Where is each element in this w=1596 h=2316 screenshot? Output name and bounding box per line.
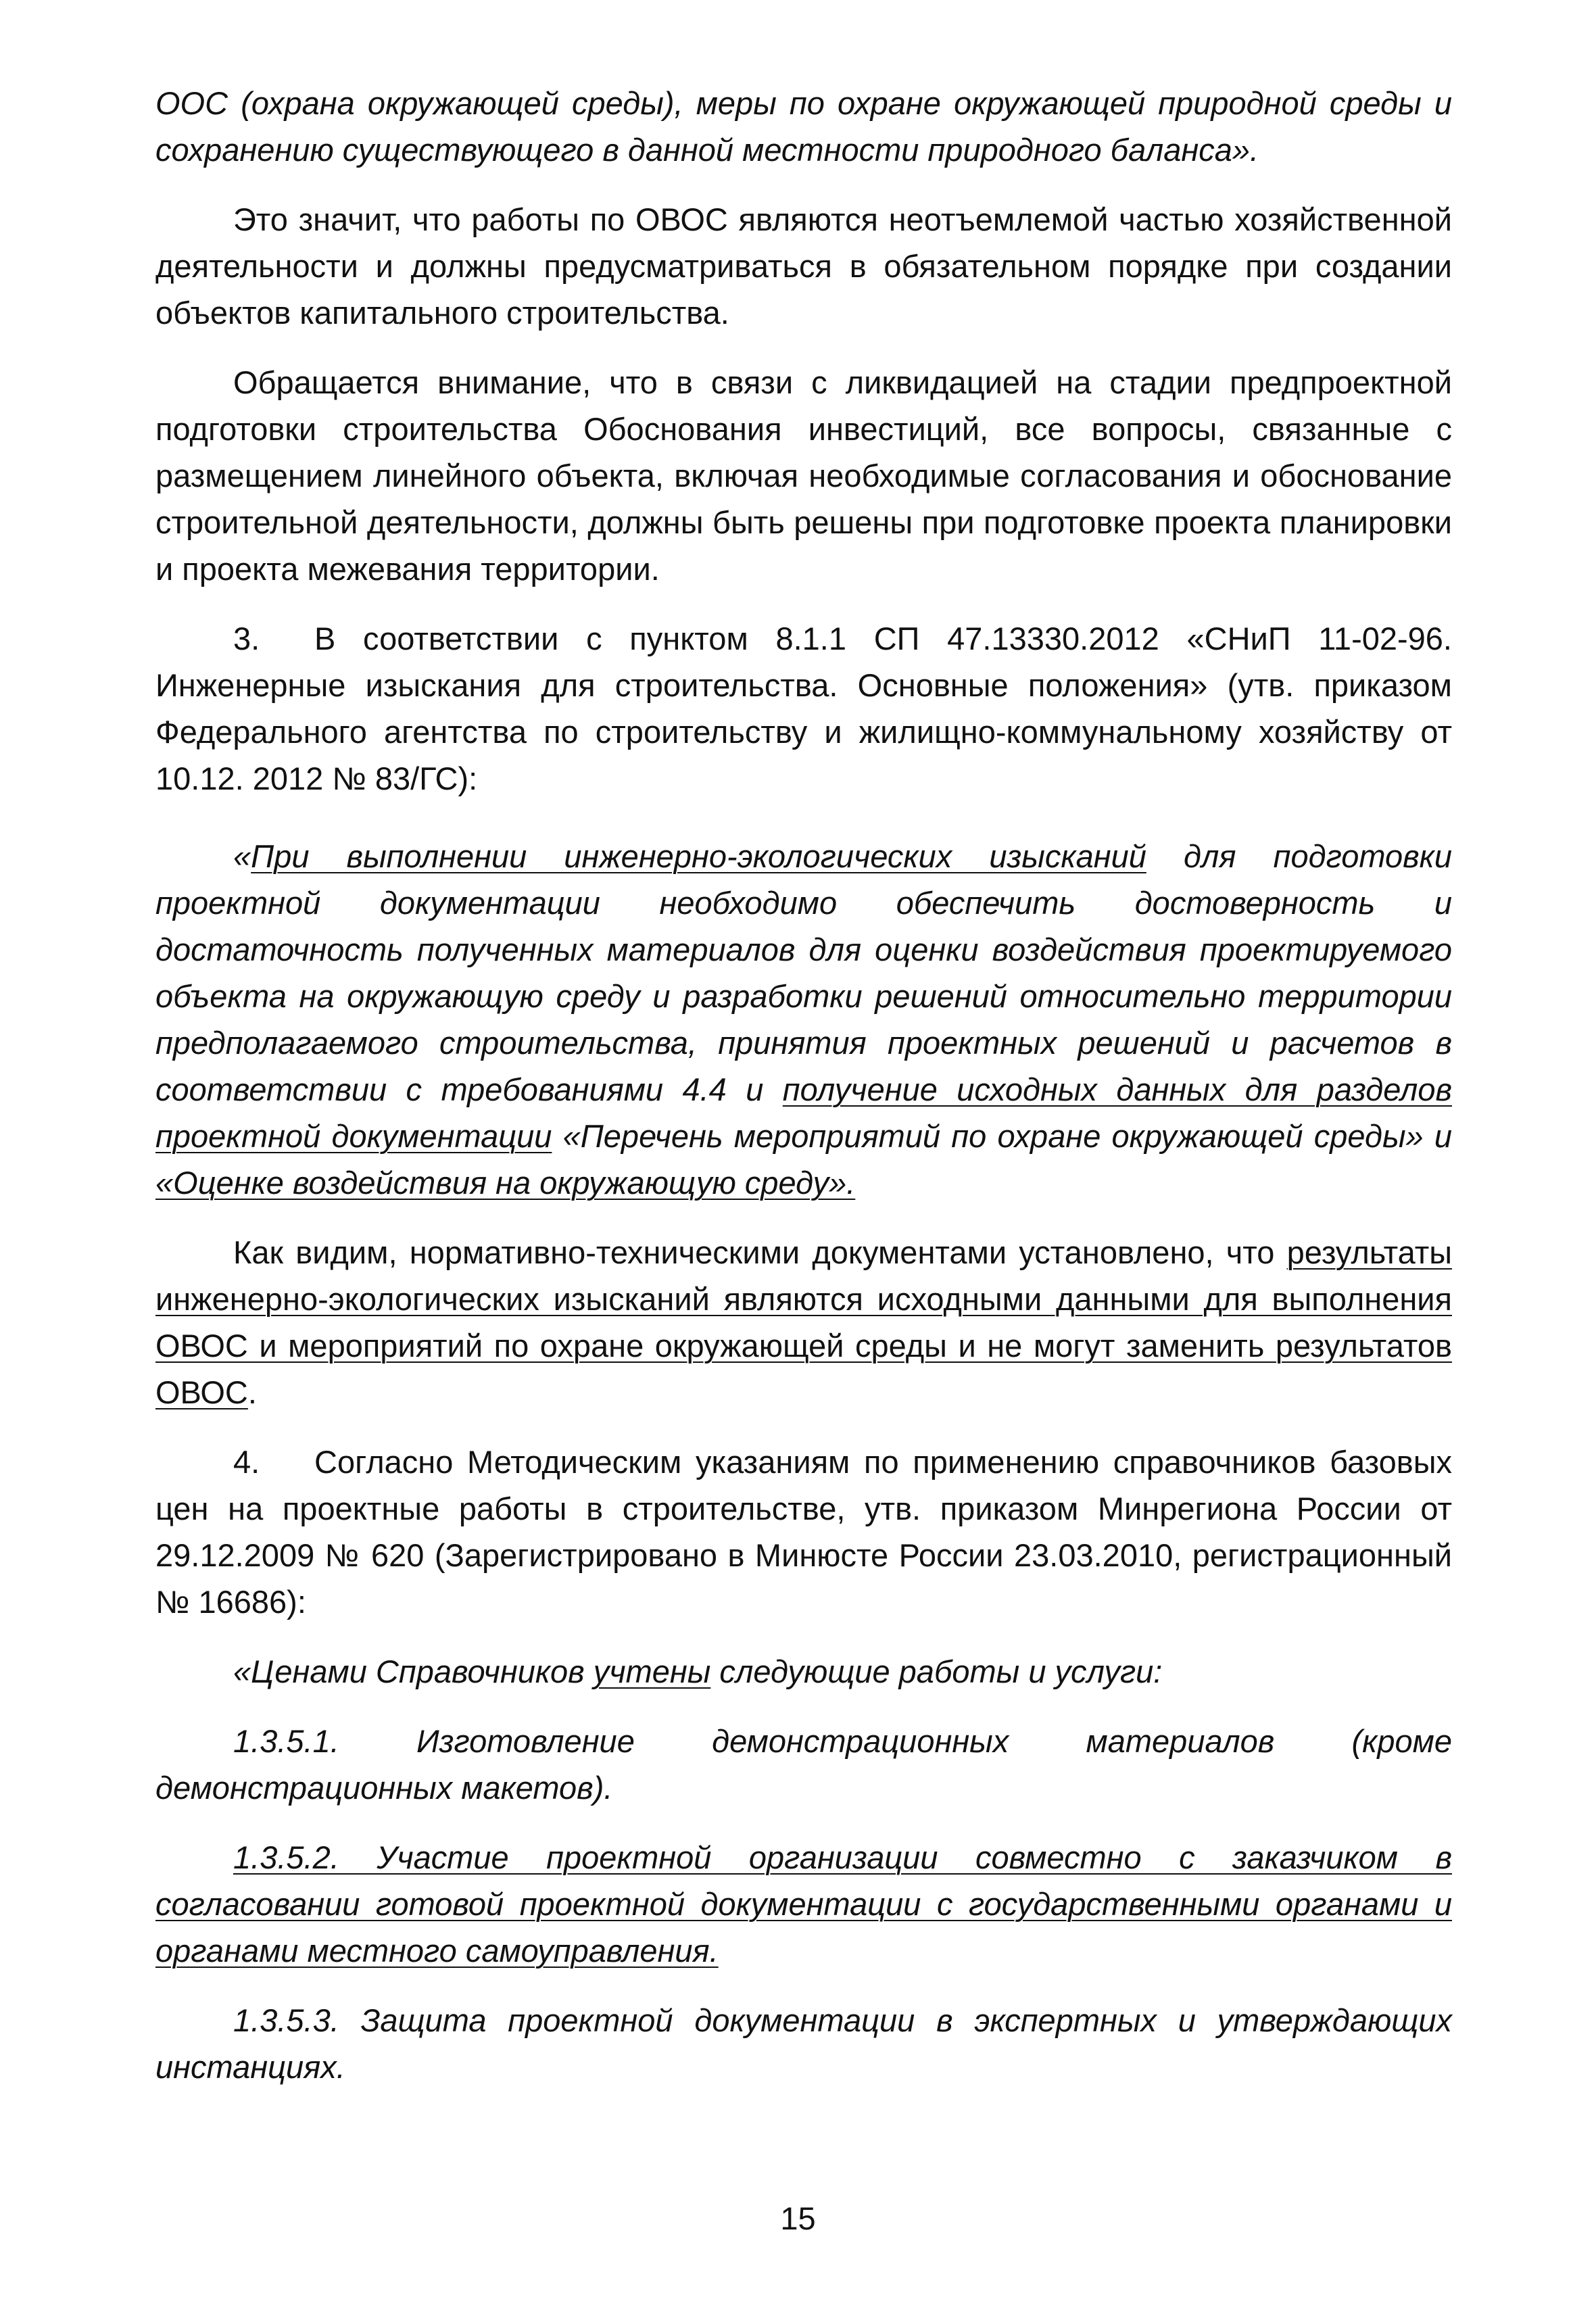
paragraph-text: Согласно Методическим указаниям по применению справочников базовых цен на проектные работы в строительстве, утв. приказом Минрегиона России от 29.12.2009 № 620 (Зарегистрировано в Минюсте России 23.03.2010, регистрационный № 16686): [155, 1444, 1452, 1620]
paragraph-text: . [247, 1374, 257, 1410]
underlined-phrase: учтены [593, 1654, 711, 1689]
paragraph-text: Это значит, что работы по ОВОС являются неотъемлемой частью хозяйственной деятельности и должны предусматриваться в обязательном порядке при создании объектов капитального строительства. [155, 201, 1452, 331]
paragraph-ovos-integral-part [155, 196, 1452, 336]
paragraph-text: 1.3.5.3. Защита проектной документации в экспертных и утверждающих инстанциях. [155, 2002, 1452, 2085]
quote-text: следующие работы и услуги: [710, 1654, 1163, 1689]
paragraph-item-3 [155, 615, 1452, 802]
paragraph-conclusion [155, 1229, 1452, 1416]
item-number: 3. [233, 621, 260, 656]
paragraph-1-3-5-1 [155, 1718, 1452, 1811]
paragraph-sp-quote [155, 833, 1452, 1206]
paragraph-oos-quote-end [155, 80, 1452, 173]
paragraph-text: Обращается внимание, что в связи с ликвидацией на стадии предпроектной подготовки строительства Обоснования инвестиций, все вопросы, связанные с размещением линейного объекта, включая необходимые согласования и обоснование строительной деятельности, должны быть решены при подготовке проекта планировки и проекта межевания территории. [155, 364, 1452, 587]
underlined-phrase: 1.3.5.2. Участие проектной организации совместно с заказчиком в согласовании готовой проектной документации с государственными органами и органами местного самоуправления. [155, 1839, 1452, 1969]
paragraph-prices-quote [155, 1648, 1452, 1695]
underlined-phrase: результаты инженерно-экологических изысканий являются исходными данными для выполнения ОВОС и мероприятий по охране окружающей среды и не могут заменить результатов ОВОС [155, 1234, 1452, 1410]
paragraph-1-3-5-3 [155, 1997, 1452, 2090]
quote-text: «Ценами Справочников [233, 1654, 594, 1689]
paragraph-text: Как видим, нормативно-техническими документами установлено, что [233, 1234, 1287, 1270]
quote-text: для подготовки проектной документации необходимо обеспечить достоверность и достаточность полученных материалов для оценки воздействия проектируемого объекта на окружающую среду и разработки решений относительно территории предполагаемого строительства, принятия проектных решений и расчетов в соответствии с требованиями 4.4 и [155, 838, 1452, 1107]
document-body [155, 80, 1452, 2090]
page-number: 15 [780, 2200, 816, 2236]
paragraph-text: 1.3.5.1. Изготовление демонстрационных материалов (кроме демонстрационных макетов). [155, 1723, 1452, 1806]
paragraph-item-4 [155, 1439, 1452, 1625]
quote-text: «Перечень мероприятий по охране окружающей среды» и [552, 1118, 1452, 1154]
open-quote: « [233, 838, 251, 874]
item-number: 4. [233, 1444, 260, 1480]
underlined-phrase: получение исходных данных для разделов проектной документации [155, 1071, 1452, 1154]
paragraph-text: ООС (охрана окружающей среды), меры по охране окружающей природной среды и сохранению существующего в данной местности природного баланса». [155, 85, 1452, 168]
underlined-phrase: «Оценке воздействия на окружающую среду». [155, 1165, 856, 1201]
paragraph-1-3-5-2 [155, 1834, 1452, 1974]
paragraph-investment-justification [155, 359, 1452, 592]
underlined-phrase: При выполнении инженерно-экологических изысканий [251, 838, 1146, 874]
paragraph-text: В соответствии с пунктом 8.1.1 СП 47.13330.2012 «СНиП 11-02-96. Инженерные изыскания для строительства. Основные положения» (утв. приказом Федерального агентства по строительству и жилищно-коммунальному хозяйству от 10.12. 2012 № 83/ГС): [155, 621, 1452, 796]
